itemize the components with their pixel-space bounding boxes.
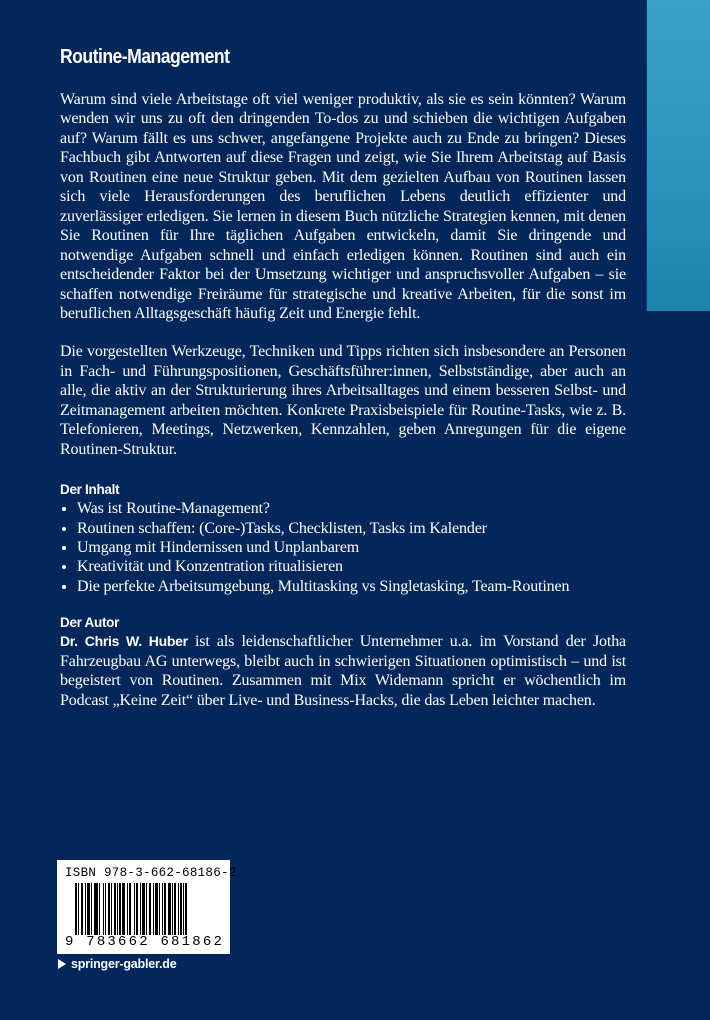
publisher-url: springer-gabler.de <box>71 957 177 971</box>
author-bio-text: ist als leidenschaftlicher Unternehmer u.a. im Vorstand der Jotha Fahrzeugbau AG unterwegs, bleibt auch in schwierigen Situationen optimistisch – und ist begeistert von Routinen. Zusammen mit Mix Widemann spricht er wöchentlich im Podcast „Keine Zeit“ über Live- und Business-Hacks, die das Leben leichter machen. <box>60 633 626 709</box>
bullet-icon <box>62 507 66 511</box>
list-item: Was ist Routine-Management? <box>60 499 626 518</box>
list-item: Routinen schaffen: (Core-)Tasks, Checklisten, Tasks im Kalender <box>60 519 626 538</box>
isbn-barcode <box>57 860 237 954</box>
bullet-icon <box>62 565 66 569</box>
list-item: Die perfekte Arbeitsumgebung, Multitasking vs Singletasking, Team-Routinen <box>60 577 626 596</box>
cover-text <box>60 44 626 710</box>
bullet-icon <box>62 585 66 589</box>
description-paragraph-1: Warum sind viele Arbeitstage oft viel weniger produktiv, als sie es sein könnten? Warum wenden wir uns zu oft den dringenden To-dos zu und schieben die wichtigen Aufgaben auf? Warum fällt es uns schwer, angefangene Projekte auch zu Ende zu bringen? Dieses Fachbuch gibt Antworten auf diese Fragen und zeigt, wie Sie Ihrem Arbeitstag auf Basis von Routinen eine neue Struktur geben. Mit dem gezielten Aufbau von Routinen lassen sich viele Herausforderungen des beruflichen Lebens deutlich effizienter und zuverlässiger erledigen. Sie lernen in diesem Buch nützliche Strategien kennen, mit denen Sie Routinen für Ihre täglichen Aufgaben entwickeln, damit Sie dringende und notwendige Aufgaben schnell und einfach erledigen können. Routinen sind auch ein entscheidender Faktor bei der Umsetzung wichtiger und anspruchsvoller Aufgaben – sie schaffen notwendige Freiräume für strategische und kreative Arbeiten, für die sonst im beruflichen Alltagsgeschäft häufig Zeit und Energie fehlt. <box>60 91 626 322</box>
author-heading: Der Autor <box>60 615 120 631</box>
barcode-bars <box>75 883 222 935</box>
triangle-right-icon <box>58 959 66 969</box>
book-title: Routine-Management <box>60 46 230 68</box>
barcode-digits: 9 783662 681862 <box>65 934 225 950</box>
contents-heading: Der Inhalt <box>60 482 120 498</box>
author-bio <box>60 632 626 710</box>
accent-strip <box>647 0 710 311</box>
isbn-label: ISBN 978-3-662-68186-2 <box>65 866 237 880</box>
bullet-icon <box>62 546 66 550</box>
publisher-link[interactable] <box>58 957 176 971</box>
bullet-icon <box>62 527 66 531</box>
contents-list <box>60 499 626 596</box>
author-name: Dr. Chris W. Huber <box>60 633 188 650</box>
list-item: Kreativität und Konzentration ritualisieren <box>60 557 626 576</box>
list-item: Umgang mit Hindernissen und Unplanbarem <box>60 538 626 557</box>
description-paragraph-2: Die vorgestellten Werkzeuge, Techniken und Tipps richten sich insbesondere an Personen in Fach- und Führungspositionen, Geschäftsführer:innen, Selbstständige, aber auch an alle, die aktiv an der Strukturierung ihres Arbeitsalltages und einem besseren Selbst- und Zeitmanagement arbeiten möchten. Konkrete Praxisbeispiele für Routine-Tasks, wie z. B. Telefonieren, Meetings, Netzwerken, Kennzahlen, geben Anregungen für die eigene Routinen-Struktur. <box>60 343 626 458</box>
